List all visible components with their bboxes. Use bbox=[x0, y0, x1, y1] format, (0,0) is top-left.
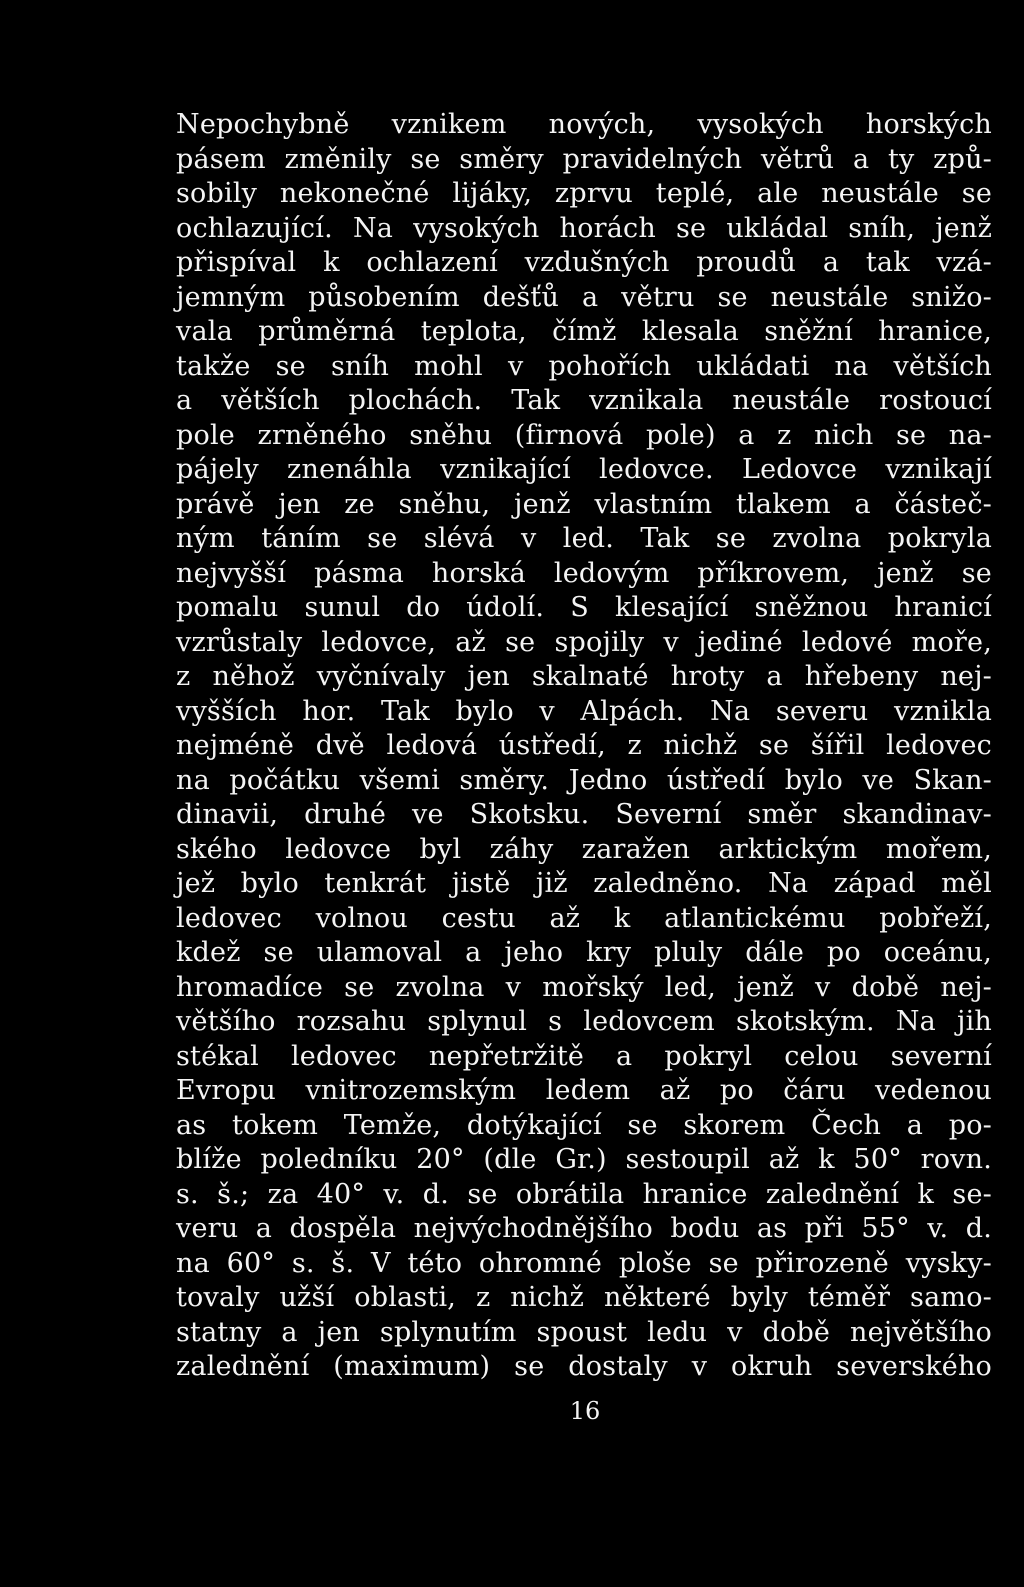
text-line: blíže poledníku 20° (dle Gr.) sestoupil až k 50° rovn. bbox=[176, 1144, 992, 1175]
text-line: stékal ledovec nepřetržitě a pokryl celou severní bbox=[176, 1040, 992, 1072]
text-line: tovaly užší oblasti, z nichž některé byly téměř samo- bbox=[176, 1282, 992, 1313]
text-line: na počátku všemi směry. Jedno ústředí bylo ve Skan- bbox=[176, 764, 992, 796]
page-number: 16 bbox=[569, 1397, 601, 1425]
text-line: a větších plochách. Tak vznikala neustále rostoucí bbox=[176, 385, 992, 416]
text-line: Evropu vnitrozemským ledem až po čáru vedenou bbox=[176, 1075, 992, 1106]
text-line: kdež se ulamoval a jeho kry pluly dále po oceánu, bbox=[176, 937, 992, 968]
text-line: jež bylo tenkrát jistě již zaledněno. Na západ měl bbox=[176, 868, 992, 899]
text-line: veru a dospěla nejvýchodnějšího bodu as při 55° v. d. bbox=[176, 1213, 992, 1244]
text-line: na 60° s. š. V této ohromné ploše se přirozeně vysky- bbox=[176, 1247, 992, 1279]
text-line: ledovec volnou cestu až k atlantickému pobřeží, bbox=[176, 902, 992, 934]
text-line: hromadíce se zvolna v mořský led, jenž v době nej- bbox=[176, 971, 992, 1003]
text-line: Nepochybně vznikem nových, vysokých horských bbox=[176, 109, 992, 140]
text-line: pole zrněného sněhu (firnová pole) a z nich se na- bbox=[176, 419, 992, 451]
text-line: ského ledovce byl záhy zaražen arktickým mořem, bbox=[176, 833, 992, 865]
text-line: statny a jen splynutím spoust ledu v době největšího bbox=[176, 1316, 992, 1348]
text-line: sobily nekonečné lijáky, zprvu teplé, ale neustále se bbox=[176, 178, 992, 209]
text-line: dinavii, druhé ve Skotsku. Severní směr skandinav- bbox=[176, 799, 992, 830]
text-line: pájely znenáhla vznikající ledovce. Ledovce vznikají bbox=[176, 454, 992, 485]
text-line: pomalu sunul do údolí. S klesající sněžnou hranicí bbox=[176, 592, 992, 623]
text-line: nejvyšší pásma horská ledovým příkrovem, jenž se bbox=[176, 557, 992, 589]
text-line: vzrůstaly ledovce, až se spojily v jediné ledové moře, bbox=[176, 626, 992, 658]
text-line: právě jen ze sněhu, jenž vlastním tlakem a částeč- bbox=[176, 488, 992, 520]
text-line: pásem změnily se směry pravidelných větrů a ty způ- bbox=[176, 143, 992, 175]
text-line: takže se sníh mohl v pohořích ukládati na větších bbox=[176, 350, 992, 382]
text-line: zalednění (maximum) se dostaly v okruh severského bbox=[176, 1351, 992, 1382]
text-line: vyšších hor. Tak bylo v Alpách. Na severu vznikla bbox=[176, 695, 992, 727]
text-line: s. š.; za 40° v. d. se obrátila hranice zalednění k se- bbox=[176, 1178, 992, 1210]
text-line: ným táním se slévá v led. Tak se zvolna pokryla bbox=[176, 523, 992, 554]
text-line: přispíval k ochlazení vzdušných proudů a tak vzá- bbox=[176, 247, 992, 278]
text-line: as tokem Temže, dotýkající se skorem Čech a po- bbox=[176, 1109, 992, 1141]
body-text bbox=[176, 108, 992, 1385]
text-line: ochlazující. Na vysokých horách se ukládal sníh, jenž bbox=[176, 212, 992, 244]
text-line: většího rozsahu splynul s ledovcem skotským. Na jih bbox=[176, 1006, 992, 1037]
text-line: nejméně dvě ledová ústředí, z nichž se šířil ledovec bbox=[176, 730, 992, 761]
text-line: z něhož vyčnívaly jen skalnaté hroty a hřebeny nej- bbox=[176, 661, 992, 692]
text-line: vala průměrná teplota, čímž klesala sněžní hranice, bbox=[176, 316, 992, 347]
text-line: jemným působením dešťů a větru se neustále snižo- bbox=[176, 281, 992, 313]
